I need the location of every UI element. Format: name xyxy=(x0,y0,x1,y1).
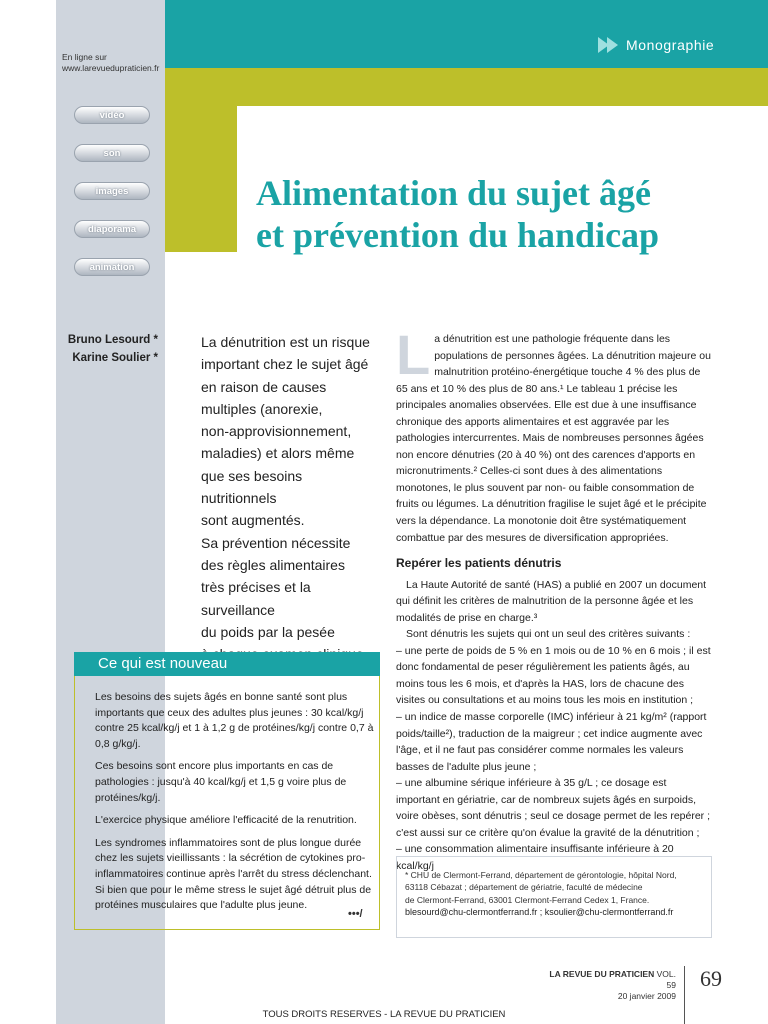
author: Karine Soulier * xyxy=(72,352,158,364)
body-paragraph: – une perte de poids de 5 % en 1 mois ou de 10 % en 6 mois ; il est donc fondamental de peser régulièrement les patients âgés, au moins tous les 6 mois, et d'après la HAS, lors de chacune des visites ou consultations et au moins tous les mois en institution ; xyxy=(396,644,711,707)
body-paragraph: Sont dénutris les sujets qui ont un seul des critères suivants : xyxy=(406,628,691,641)
article-title: Alimentation du sujet âgé et prévention du handicap xyxy=(256,173,660,255)
website-link[interactable]: www.larevuedupraticien.fr xyxy=(62,63,160,73)
news-box-heading: Ce qui est nouveau xyxy=(74,652,380,676)
news-paragraph: Les besoins des sujets âgés en bonne santé sont plus importants que ceux des adultes plus jeunes : 30 kcal/kg/j contre 25 kcal/kg/j et 1 à 1,2 g de protéines/kg/j contre 0,7 à 0,8 g/kg/j. xyxy=(95,691,374,750)
body-paragraph: a dénutrition est une pathologie fréquente dans les populations de personnes âgées. La dénutrition majeure ou malnutrition protéino-énergétique touche 4 % des plus de 65 ans et 10 % des plus de 80 ans.¹ Le tableau 1 précise les principales anomalies observées. Elle est due à une insuffisance chronique des apports alimentaires et est aggravée par les pathologies intercurrentes. Mais de nombreuses personnes âgées non encore dénutries (20 à 40 %) ont des carences d'apports en micronutriments.² Celles-ci sont dues à des alimentations monotones, le plus souvent par non- ou faible consommation de fruits ou légumes. La dénutrition fragilise le sujet âgé et le précipite vers la dépendance. La monotonie doit être systématiquement combattue par des mesures de diversification appropriées. xyxy=(396,333,711,544)
subheading: Repérer les patients dénutris xyxy=(396,556,562,571)
section-tag xyxy=(598,34,714,56)
continued-marker: •••/ xyxy=(348,908,363,920)
news-paragraph: Ces besoins sont encore plus importants en cas de pathologies : jusqu'à 40 kcal/kg/j et 1,5 g voire plus de protéines/kg/j. xyxy=(95,760,347,804)
page-number: 69 xyxy=(700,966,722,991)
body-paragraph: – un indice de masse corporelle (IMC) inférieur à 21 kg/m² (rapport poids/taille²), traduction de la maigreur ; cet indice augmente avec l'âge, et il ne faut pas considérer comme normales les valeurs basses de l'adulte plus jeune ; xyxy=(396,711,707,773)
body-paragraph: – une albumine sérique inférieure à 35 g/L ; ce dosage est important en gériatrie, car de nombreux sujets âgés en surpoids, voire obèses, sont dénutris ; seul ce dosage permet de les repérer ; c'est aussi sur ce critère qu'on évalue la gravité de la dénutrition ; xyxy=(396,777,711,839)
news-paragraph: L'exercice physique améliore l'efficacité de la renutrition. xyxy=(95,814,357,827)
journal-name: LA REVUE DU PRATICIEN xyxy=(549,969,655,979)
double-arrow-icon xyxy=(598,37,616,53)
article-summary: La dénutrition est un risque important chez le sujet âgé en raison de causes multiples (anorexie, non-approvisionnement, maladies) et alors même que ses besoins nutritionnels sont augmentés. Sa prévention nécessite des règles alimentaires très précises et la surveillance du poids par la pesée xyxy=(201,334,370,640)
news-paragraph: Les syndromes inflammatoires sont de plus longue durée chez les sujets vieillissants : la sécrétion de cytokines pro-inflammatoires continue après l'arrêt du stress déclenchant. Si bien que pour le même stress le sujet âgé détruit plus de protéines musculaires que l'adulte plus jeune. xyxy=(95,836,372,912)
journal-volume: VOL. 59 xyxy=(656,969,676,990)
authors xyxy=(58,331,158,367)
slideshow-button[interactable]: diaporama xyxy=(74,220,150,238)
author-emails[interactable]: blesourd@chu-clermontferrand.fr ; ksoulier@chu-clermontferrand.fr xyxy=(405,907,674,918)
body-paragraph: La Haute Autorité de santé (HAS) a publié en 2007 un document qui définit les critères de malnutrition de la personne âgée et les modalités de prise en charge.³ xyxy=(396,578,707,624)
article-body xyxy=(396,323,713,875)
section-label: Monographie xyxy=(626,37,715,53)
media-buttons xyxy=(74,106,150,296)
header-olive-band xyxy=(165,68,768,106)
news-box-text xyxy=(95,690,375,921)
issue-date: 20 janvier 2009 xyxy=(617,991,676,1001)
drop-cap: L xyxy=(396,323,431,386)
body-paragraph: – une consommation alimentaire insuffisante inférieure à 20 kcal/kg/j xyxy=(396,843,674,872)
animation-button[interactable]: animation xyxy=(74,258,150,276)
online-notice: En ligne sur www.larevuedupraticien.fr xyxy=(62,52,160,73)
sound-button[interactable]: son xyxy=(74,144,150,162)
author: Bruno Lesourd * xyxy=(67,334,158,346)
video-button[interactable]: vidéo xyxy=(74,106,150,124)
affiliation-box: * CHU de Clermont-Ferrand, département de gérontologie, hôpital Nord, 63118 Cébazat ; département de gériatrie, faculté de médecine de Clermont-Ferrand, 63001 Clermont-Ferrand Cedex 1, France. blesourd@chu-clermontferrand.fr ; ksoulier@chu-clermontferrand.fr xyxy=(396,856,712,938)
images-button[interactable]: images xyxy=(74,182,150,200)
header-olive-side xyxy=(165,106,237,252)
copyright-notice: TOUS DROITS RESERVES - LA REVUE DU PRATICIEN xyxy=(262,1009,506,1020)
journal-info xyxy=(540,969,676,1002)
